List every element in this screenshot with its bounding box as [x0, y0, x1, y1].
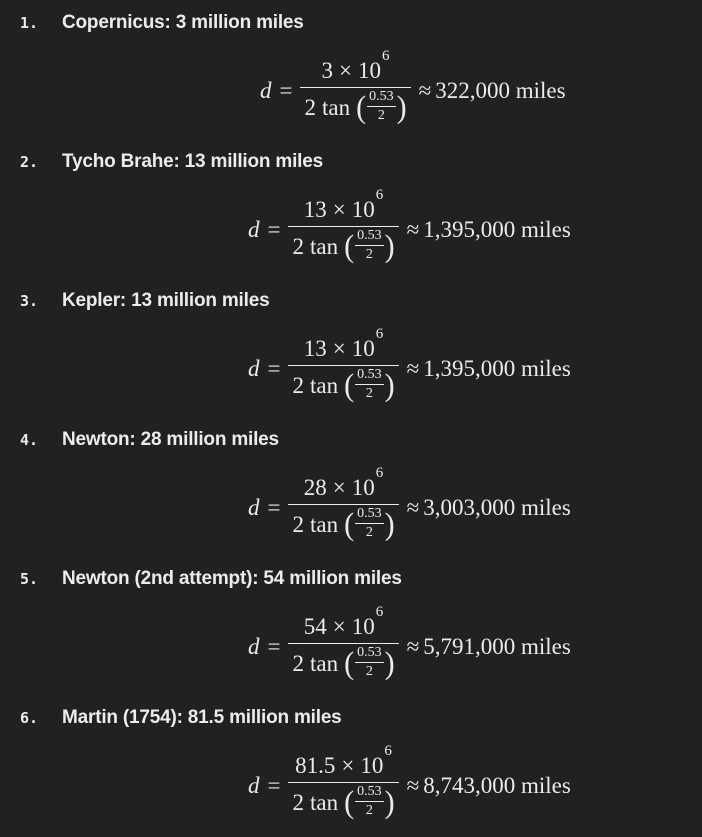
- left-paren: (: [356, 89, 367, 125]
- tan-function: tan: [309, 233, 339, 259]
- power-base: 10: [351, 196, 375, 222]
- formula-fraction: [288, 742, 398, 820]
- formula-fraction: [288, 186, 398, 264]
- numerator-value: 13: [303, 196, 327, 222]
- formula-variable: d: [248, 356, 260, 381]
- denominator-coefficient: 2: [292, 511, 304, 537]
- tan-function: tan: [309, 650, 339, 676]
- fraction-denominator: [288, 366, 398, 402]
- right-paren: ): [384, 784, 395, 820]
- left-paren: (: [344, 506, 355, 542]
- formula-equals: =: [267, 495, 281, 520]
- approx-symbol: ≈: [406, 773, 420, 798]
- power-exponent: 6: [375, 603, 384, 620]
- distance-formula: [248, 603, 571, 687]
- formula-result: 5,791,000 miles: [423, 634, 571, 659]
- formula-equals: =: [267, 217, 281, 242]
- formula-result: 1,395,000 miles: [423, 217, 571, 242]
- power-exponent: 6: [375, 186, 384, 203]
- item-heading: [20, 565, 402, 593]
- numerator-value: 28: [303, 474, 327, 500]
- numerator-value: 3: [321, 57, 334, 83]
- item-label: Newton: 28 million miles: [62, 429, 279, 450]
- power-base: 10: [358, 57, 382, 83]
- tan-function: tan: [309, 789, 339, 815]
- item-label: Kepler: 13 million miles: [62, 290, 270, 311]
- fraction-denominator: [300, 88, 410, 124]
- angle-numerator: 0.53: [357, 645, 382, 661]
- power-exponent: 6: [375, 325, 384, 342]
- denominator-coefficient: 2: [304, 94, 316, 120]
- angle-numerator: 0.53: [357, 506, 382, 522]
- formula-result: 1,395,000 miles: [423, 356, 571, 381]
- formula-result: 3,003,000 miles: [423, 495, 571, 520]
- formula-variable: d: [260, 78, 272, 103]
- formula-result: 322,000 miles: [435, 78, 566, 103]
- item-number: 5.: [20, 570, 39, 588]
- tan-function: tan: [309, 372, 339, 398]
- distance-formula: [248, 325, 571, 409]
- list-item-kepler: [0, 281, 702, 420]
- item-number: 6.: [20, 709, 39, 727]
- list-item-copernicus: [0, 3, 702, 142]
- times-symbol: ×: [332, 196, 346, 222]
- denominator-coefficient: 2: [292, 789, 304, 815]
- item-number: 4.: [20, 431, 39, 449]
- fraction-denominator: [288, 505, 398, 541]
- formula-result: 8,743,000 miles: [423, 773, 571, 798]
- right-paren: ): [384, 506, 395, 542]
- item-number: 2.: [20, 153, 39, 171]
- angle-numerator: 0.53: [357, 367, 382, 383]
- fraction-numerator: [318, 47, 394, 87]
- right-paren: ): [384, 228, 395, 264]
- list-item-martin-1754: [0, 698, 702, 837]
- fraction-denominator: [288, 783, 398, 819]
- left-paren: (: [344, 784, 355, 820]
- item-heading: [20, 704, 342, 732]
- item-label: Tycho Brahe: 13 million miles: [62, 151, 323, 172]
- formula-equals: =: [267, 773, 281, 798]
- distance-formula: [248, 464, 571, 548]
- angle-denominator: 2: [377, 108, 385, 124]
- times-symbol: ×: [341, 752, 355, 778]
- right-paren: ): [396, 89, 407, 125]
- angle-denominator: 2: [365, 525, 373, 541]
- power-base: 10: [351, 335, 375, 361]
- times-symbol: ×: [332, 335, 346, 361]
- angle-fraction: [355, 368, 384, 401]
- formula-equals: =: [267, 634, 281, 659]
- item-number: 3.: [20, 292, 39, 310]
- times-symbol: ×: [339, 57, 353, 83]
- formula-fraction: [300, 47, 410, 125]
- tan-function: tan: [321, 94, 351, 120]
- item-heading: [20, 9, 304, 37]
- list-item-tycho-brahe: [0, 142, 702, 281]
- formula-fraction: [288, 464, 398, 542]
- formula-fraction: [288, 603, 398, 681]
- item-label: Copernicus: 3 million miles: [62, 12, 304, 33]
- formula-variable: d: [248, 634, 260, 659]
- times-symbol: ×: [332, 474, 346, 500]
- angle-numerator: 0.53: [357, 228, 382, 244]
- list-item-newton: [0, 420, 702, 559]
- list-item-newton-2nd-attempt: [0, 559, 702, 698]
- tan-function: tan: [309, 511, 339, 537]
- formula-equals: =: [267, 356, 281, 381]
- power-exponent: 6: [384, 742, 392, 759]
- fraction-numerator: [300, 186, 387, 226]
- angle-denominator: 2: [365, 247, 373, 263]
- left-paren: (: [344, 367, 355, 403]
- angle-fraction: [355, 646, 384, 679]
- item-heading: [20, 148, 323, 176]
- left-paren: (: [344, 228, 355, 264]
- formula-equals: =: [279, 78, 293, 103]
- denominator-coefficient: 2: [292, 372, 304, 398]
- fraction-numerator: [300, 325, 387, 365]
- fraction-numerator: [300, 464, 387, 504]
- item-heading: [20, 287, 269, 315]
- power-base: 10: [351, 613, 375, 639]
- denominator-coefficient: 2: [292, 650, 304, 676]
- numerator-value: 54: [303, 613, 327, 639]
- distance-formula: [248, 186, 571, 270]
- right-paren: ): [384, 367, 395, 403]
- angle-numerator: 0.53: [369, 89, 394, 105]
- numerator-value: 81.5: [295, 752, 336, 778]
- angle-numerator: 0.53: [357, 784, 382, 800]
- times-symbol: ×: [332, 613, 346, 639]
- angle-fraction: [367, 90, 396, 123]
- formula-variable: d: [248, 495, 260, 520]
- approx-symbol: ≈: [406, 634, 420, 659]
- angle-denominator: 2: [365, 803, 373, 819]
- distance-formula: [260, 47, 566, 131]
- angle-fraction: [355, 229, 384, 262]
- fraction-denominator: [288, 227, 398, 263]
- approx-symbol: ≈: [406, 356, 420, 381]
- right-paren: ): [384, 645, 395, 681]
- distance-formula: [248, 742, 571, 826]
- angle-fraction: [355, 507, 384, 540]
- power-base: 10: [351, 474, 375, 500]
- item-label: Martin (1754): 81.5 million miles: [62, 707, 342, 728]
- fraction-denominator: [288, 644, 398, 680]
- approx-symbol: ≈: [406, 495, 420, 520]
- item-heading: [20, 426, 279, 454]
- formula-variable: d: [248, 773, 260, 798]
- item-number: 1.: [20, 14, 39, 32]
- left-paren: (: [344, 645, 355, 681]
- angle-denominator: 2: [365, 664, 373, 680]
- denominator-coefficient: 2: [292, 233, 304, 259]
- numerator-value: 13: [303, 335, 327, 361]
- power-base: 10: [360, 752, 384, 778]
- fraction-numerator: [291, 742, 396, 782]
- angle-fraction: [355, 785, 384, 818]
- formula-variable: d: [248, 217, 260, 242]
- angle-denominator: 2: [365, 386, 373, 402]
- approx-symbol: ≈: [406, 217, 420, 242]
- fraction-numerator: [300, 603, 387, 643]
- formula-fraction: [288, 325, 398, 403]
- power-exponent: 6: [375, 464, 384, 481]
- item-label: Newton (2nd attempt): 54 million miles: [62, 568, 402, 589]
- approx-symbol: ≈: [418, 78, 432, 103]
- power-exponent: 6: [382, 47, 390, 64]
